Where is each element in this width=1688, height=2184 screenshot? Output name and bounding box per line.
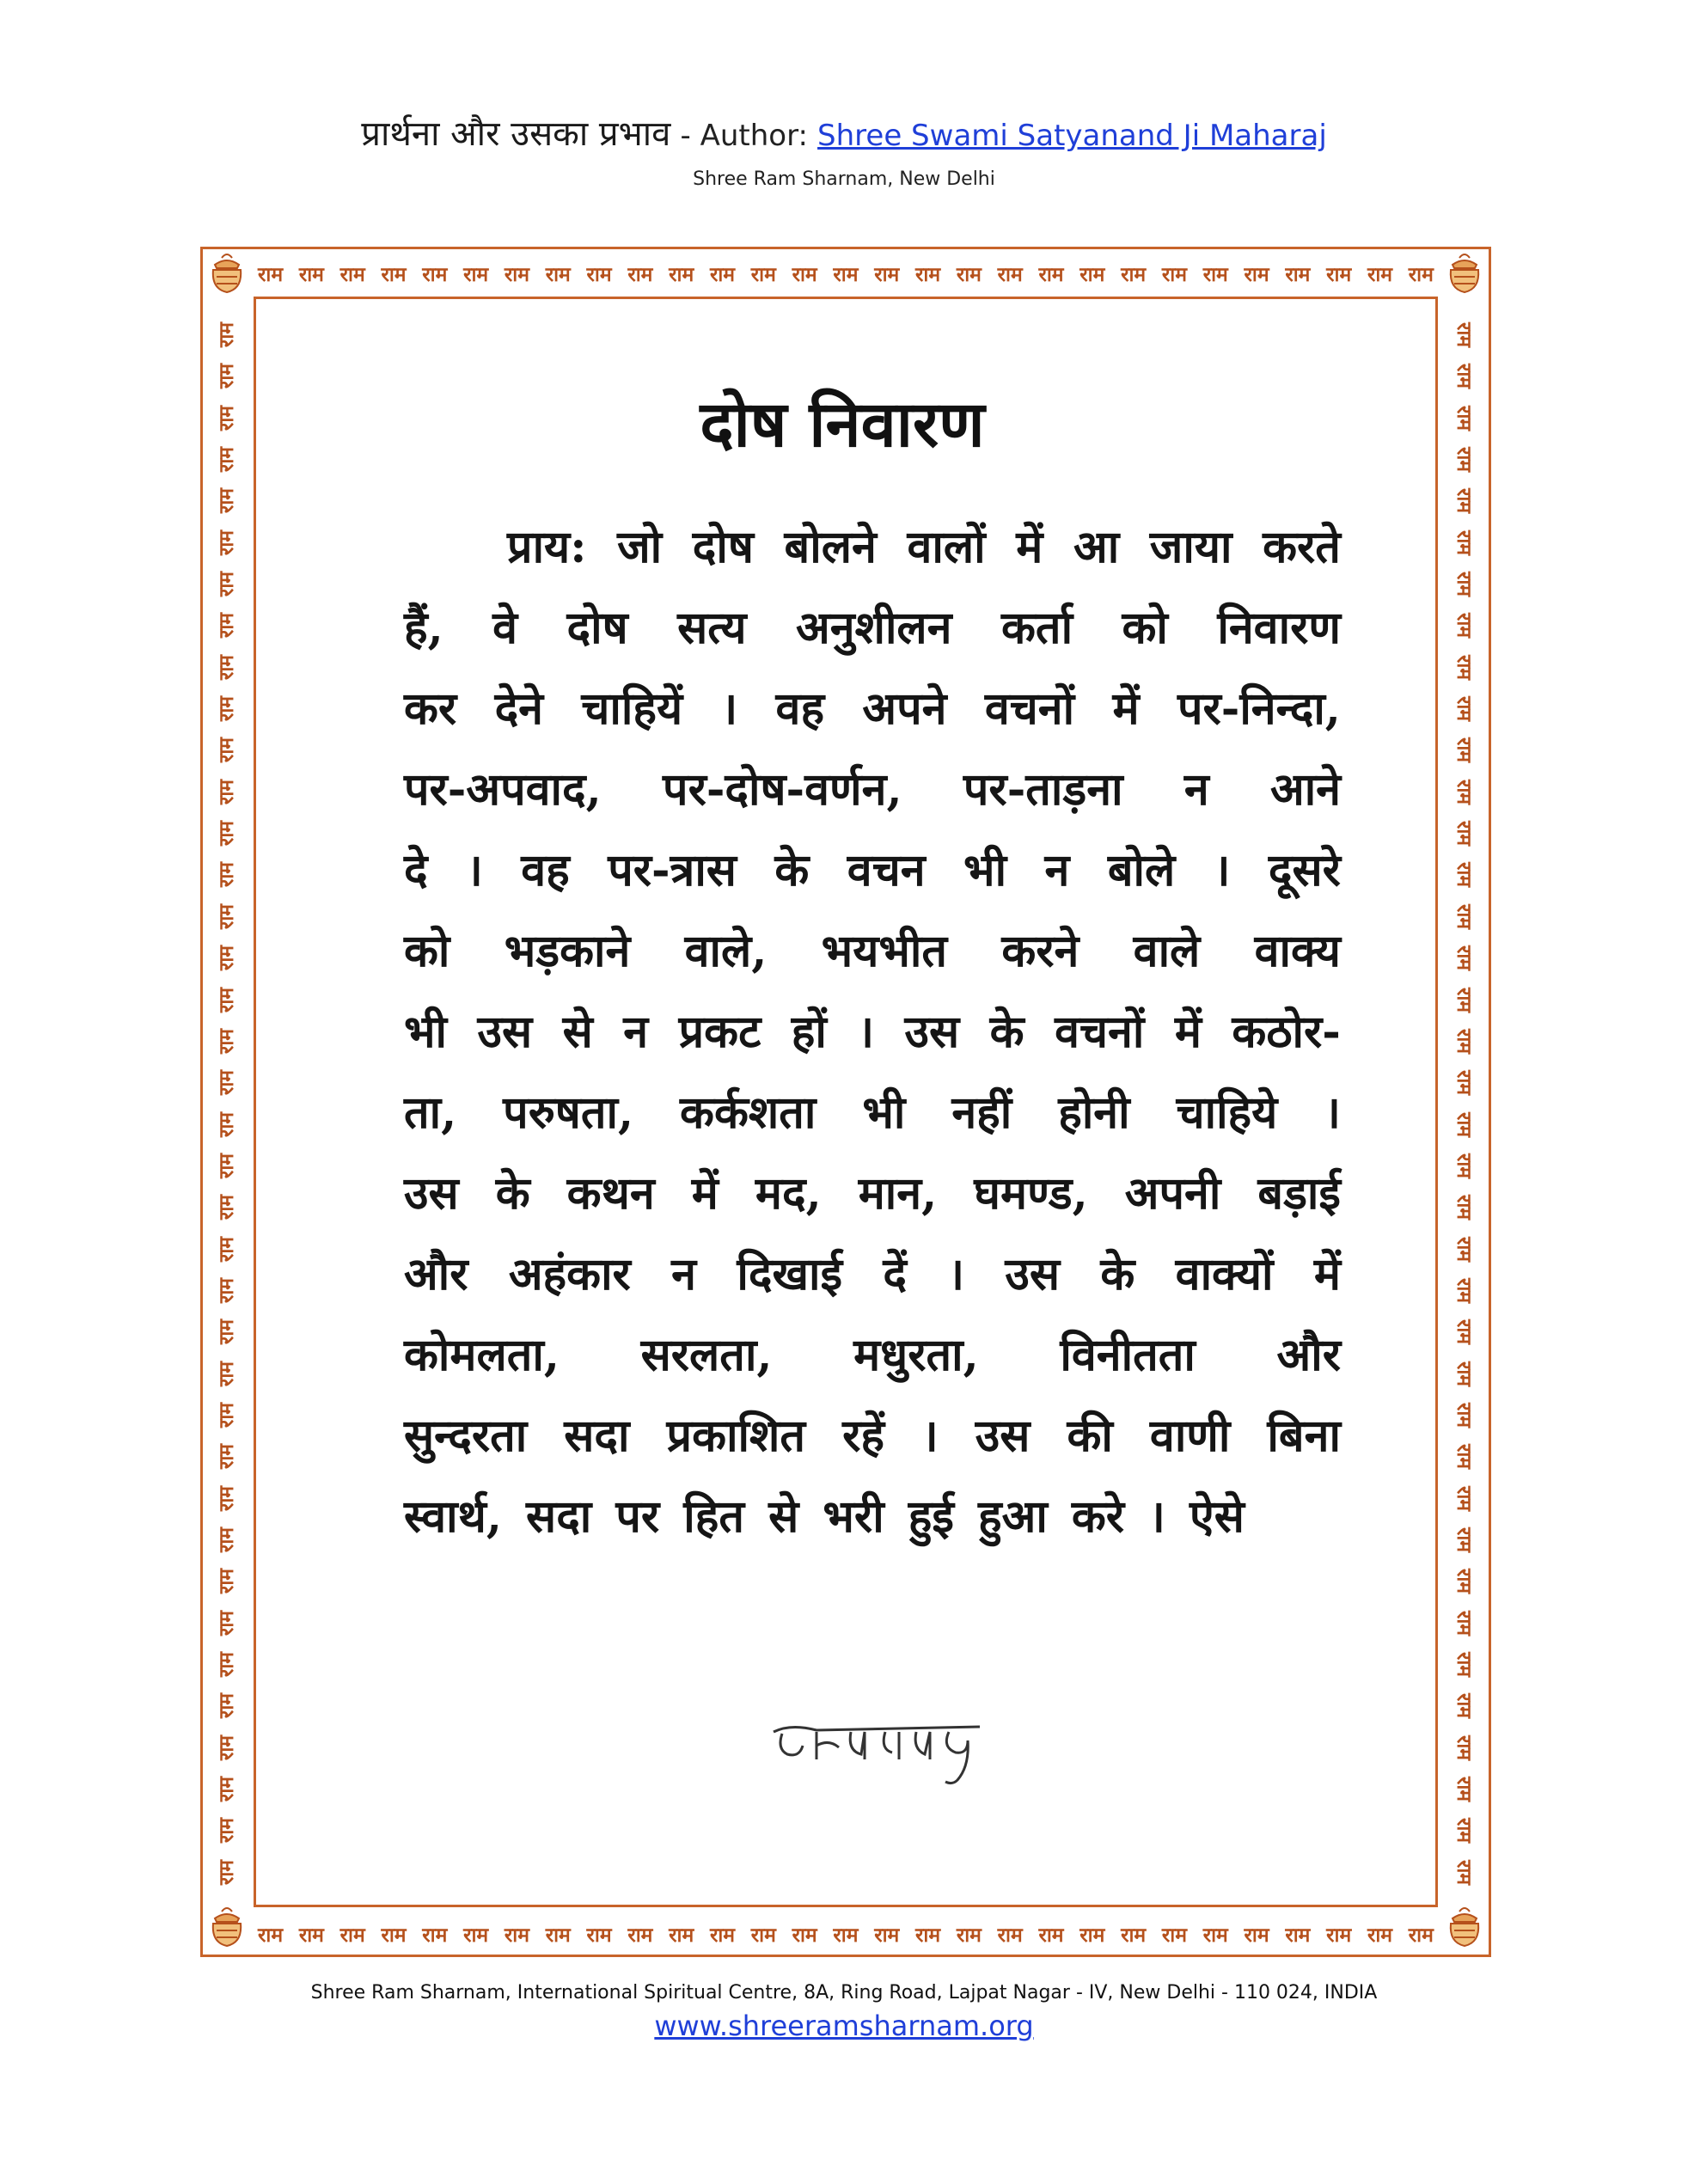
border-ram-word: राम bbox=[298, 1924, 324, 1947]
border-ram-word: राम bbox=[258, 264, 284, 286]
border-ram-word: राम bbox=[504, 264, 529, 286]
border-ram-word: राम bbox=[216, 779, 239, 804]
footer-website-link[interactable]: www.shreeramsharnam.org bbox=[654, 2010, 1034, 2042]
border-ram-word: राम bbox=[504, 1924, 529, 1947]
border-ram-word: राम bbox=[627, 264, 653, 286]
border-ram-word: राम bbox=[1453, 987, 1476, 1012]
border-ram-word: राम bbox=[216, 1028, 239, 1054]
border-ram-word: राम bbox=[1453, 903, 1476, 929]
border-ram-word: राम bbox=[874, 1924, 900, 1947]
border-ram-word: राम bbox=[669, 1924, 694, 1947]
body-line: उस के कथन में मद, मान, घमण्ड, अपनी बड़ाई bbox=[404, 1167, 1341, 1220]
kalash-icon bbox=[1440, 249, 1489, 297]
border-ram-word: राम bbox=[1453, 1028, 1476, 1054]
body-line: स्वार्थ, सदा पर हित से भरी हुई हुआ करे । ऐसे bbox=[404, 1490, 1245, 1543]
border-ram-word: राम bbox=[1453, 1070, 1476, 1096]
body-line: कोमलता, सरलता, मधुरता, विनीतता और bbox=[404, 1329, 1341, 1381]
border-ram-word: राम bbox=[1453, 1651, 1476, 1678]
border-ram-word: राम bbox=[216, 1734, 239, 1760]
author-label: - Author: bbox=[680, 119, 808, 153]
border-ram-word: राम bbox=[1453, 1153, 1476, 1178]
border-ram-word: राम bbox=[216, 1070, 239, 1096]
border-ram-word: राम bbox=[216, 1526, 239, 1553]
border-ram-word: राम bbox=[1079, 264, 1105, 286]
border-ram-word: राम bbox=[1453, 1277, 1476, 1303]
border-ram-word: राम bbox=[1453, 1610, 1476, 1636]
border-ram-word: राम bbox=[1453, 1361, 1476, 1386]
border-ram-word: राम bbox=[1161, 1924, 1187, 1947]
border-ram-word: राम bbox=[1453, 529, 1476, 555]
border-ram-word: राम bbox=[1326, 264, 1352, 286]
border-ram-word: राम bbox=[216, 488, 239, 514]
border-ram-word: राम bbox=[216, 1361, 239, 1386]
border-ram-word: राम bbox=[216, 987, 239, 1012]
border-ram-word: राम bbox=[1453, 821, 1476, 847]
border-ram-word: राम bbox=[1453, 405, 1476, 431]
border-ram-word: राम bbox=[1453, 1734, 1476, 1760]
header-subtitle: Shree Ram Sharnam, New Delhi bbox=[693, 168, 995, 190]
border-ram-word: राम bbox=[1244, 264, 1269, 286]
border-ram-word: राम bbox=[1285, 264, 1311, 286]
border-ram-word: राम bbox=[339, 1924, 365, 1947]
border-ram-word: राम bbox=[586, 1924, 612, 1947]
border-ram-word: राम bbox=[1453, 1111, 1476, 1137]
border-ram-word: राम bbox=[1453, 488, 1476, 514]
kalash-icon bbox=[203, 1903, 251, 1951]
border-ram-word: राम bbox=[1453, 1485, 1476, 1511]
border-ram-word: राम bbox=[298, 264, 324, 286]
body-line: को भड़काने वाले, भयभीत करने वाले वाक्य bbox=[404, 925, 1341, 977]
border-ram-word: राम bbox=[709, 264, 736, 286]
border-ram-word: राम bbox=[1038, 1924, 1064, 1947]
border-ram-word: राम bbox=[1408, 1924, 1434, 1947]
border-ram-word: राम bbox=[216, 1610, 239, 1636]
section-title: दोष निवारण bbox=[700, 388, 985, 462]
border-ram-word: राम bbox=[545, 1924, 571, 1947]
border-ram-word: राम bbox=[216, 1236, 239, 1262]
border-ram-word: राम bbox=[216, 903, 239, 929]
border-ram-word: राम bbox=[1326, 1924, 1352, 1947]
border-ram-word: राम bbox=[1453, 1402, 1476, 1428]
border-ram-word: राम bbox=[216, 1195, 239, 1220]
border-ram-word: राम bbox=[216, 737, 239, 763]
book-title: प्रार्थना और उसका प्रभाव bbox=[361, 114, 671, 154]
border-ram-word: राम bbox=[915, 1924, 941, 1947]
border-ram-word: राम bbox=[750, 264, 776, 286]
border-ram-word: राम bbox=[463, 264, 489, 286]
border-ram-word: राम bbox=[586, 264, 612, 286]
signature bbox=[765, 1698, 988, 1792]
border-ram-word: राम bbox=[997, 264, 1023, 286]
border-ram-word: राम bbox=[1079, 1924, 1105, 1947]
border-ram-word: राम bbox=[216, 572, 239, 597]
border-ram-word: राम bbox=[1453, 364, 1476, 389]
border-ram-word: राम bbox=[1453, 1236, 1476, 1262]
border-ram-word: राम bbox=[216, 613, 239, 639]
border-ram-word: राम bbox=[216, 1402, 239, 1428]
border-ram-word: राम bbox=[463, 1924, 489, 1947]
border-ram-word: राम bbox=[833, 264, 859, 286]
border-ram-word: राम bbox=[833, 1924, 859, 1947]
border-ram-word: राम bbox=[216, 1776, 239, 1802]
kalash-icon bbox=[203, 249, 251, 297]
header-title-line bbox=[0, 110, 1688, 160]
page-header bbox=[0, 110, 1688, 190]
border-ram-word: राम bbox=[709, 1924, 736, 1947]
border-ram-word: राम bbox=[216, 945, 239, 971]
body-line: हैं, वे दोष सत्य अनुशीलन कर्ता को निवारण bbox=[404, 602, 1341, 654]
border-ram-word: राम bbox=[792, 264, 817, 286]
border-ram-word: राम bbox=[1453, 1818, 1476, 1844]
body-line: और अहंकार न दिखाई दें । उस के वाक्यों में bbox=[404, 1248, 1341, 1300]
border-ram-word: राम bbox=[1121, 264, 1147, 286]
border-ram-word: राम bbox=[1453, 945, 1476, 971]
border-ram-word: राम bbox=[1453, 1569, 1476, 1594]
border-ram-word: राम bbox=[381, 1924, 407, 1947]
border-ram-word: राम bbox=[1453, 572, 1476, 597]
border-ram-word: राम bbox=[627, 1924, 653, 1947]
border-ram-word: राम bbox=[1244, 1924, 1269, 1947]
border-ram-word: राम bbox=[1453, 1319, 1476, 1345]
border-ram-word: राम bbox=[216, 446, 239, 473]
border-ram-word: राम bbox=[915, 264, 941, 286]
border-ram-word: राम bbox=[956, 1924, 982, 1947]
border-ram-word: राम bbox=[1453, 737, 1476, 763]
border-ram-word: राम bbox=[339, 264, 365, 286]
border-ram-word: राम bbox=[1121, 1924, 1147, 1947]
border-ram-word: राम bbox=[216, 529, 239, 555]
body-line: भी उस से न प्रकट हों । उस के वचनों में कठोर- bbox=[404, 1006, 1341, 1058]
author-link[interactable]: Shree Swami Satyanand Ji Maharaj bbox=[817, 119, 1327, 153]
border-ram-word: राम bbox=[874, 264, 900, 286]
border-ram-word: राम bbox=[216, 405, 239, 431]
border-ram-word: राम bbox=[1453, 446, 1476, 473]
border-ram-word: राम bbox=[1453, 696, 1476, 722]
body-line: प्राय: जो दोष बोलने वालों में आ जाया करते bbox=[507, 521, 1341, 573]
border-ram-word: राम bbox=[1453, 779, 1476, 804]
border-ram-word: राम bbox=[216, 1277, 239, 1303]
border-ram-word: राम bbox=[216, 364, 239, 389]
border-ram-word: राम bbox=[422, 264, 448, 286]
kalash-icon bbox=[1440, 1903, 1489, 1951]
border-ram-word: राम bbox=[216, 1444, 239, 1470]
border-ram-word: राम bbox=[216, 321, 239, 348]
border-ram-word: राम bbox=[216, 1111, 239, 1137]
border-ram-word: राम bbox=[1453, 654, 1476, 680]
border-ram-word: राम bbox=[1453, 1526, 1476, 1553]
border-ram-word: राम bbox=[1161, 264, 1187, 286]
border-ram-word: राम bbox=[216, 1859, 239, 1885]
body-line: दे । वह पर-त्रास के वचन भी न बोले । दूसरे bbox=[404, 844, 1341, 896]
body-line: ता, परुषता, कर्कशता भी नहीं होनी चाहिये । bbox=[404, 1086, 1341, 1139]
border-ram-right bbox=[1442, 321, 1485, 1885]
border-ram-bottom bbox=[258, 1915, 1434, 1953]
border-ram-word: राम bbox=[792, 1924, 817, 1947]
border-ram-word: राम bbox=[1408, 264, 1434, 286]
border-ram-word: राम bbox=[381, 264, 407, 286]
border-ram-word: राम bbox=[1453, 862, 1476, 888]
border-ram-word: राम bbox=[1202, 264, 1228, 286]
border-ram-word: राम bbox=[258, 1924, 284, 1947]
border-ram-word: राम bbox=[216, 1569, 239, 1594]
border-ram-left bbox=[206, 321, 249, 1885]
border-ram-word: राम bbox=[669, 264, 694, 286]
border-ram-word: राम bbox=[1453, 1444, 1476, 1470]
border-ram-word: राम bbox=[750, 1924, 776, 1947]
border-ram-word: राम bbox=[1202, 1924, 1228, 1947]
border-ram-word: राम bbox=[216, 696, 239, 722]
border-ram-word: राम bbox=[1285, 1924, 1311, 1947]
border-ram-word: राम bbox=[216, 1651, 239, 1678]
border-ram-word: राम bbox=[1453, 321, 1476, 348]
border-ram-word: राम bbox=[216, 654, 239, 680]
border-ram-top bbox=[258, 254, 1434, 292]
border-ram-word: राम bbox=[545, 264, 571, 286]
border-ram-word: राम bbox=[216, 1693, 239, 1719]
border-ram-word: राम bbox=[1453, 1776, 1476, 1802]
border-ram-word: राम bbox=[216, 1485, 239, 1511]
body-line: सुन्दरता सदा प्रकाशित रहें । उस की वाणी बिना bbox=[404, 1410, 1341, 1462]
border-ram-word: राम bbox=[1453, 613, 1476, 639]
footer-address: Shree Ram Sharnam, International Spiritual Centre, 8A, Ring Road, Lajpat Nagar - IV, New Delhi - 110 024, INDIA bbox=[310, 1982, 1378, 2004]
border-ram-word: राम bbox=[1453, 1859, 1476, 1885]
border-ram-word: राम bbox=[422, 1924, 448, 1947]
border-ram-word: राम bbox=[1453, 1195, 1476, 1220]
border-ram-word: राम bbox=[1367, 1924, 1393, 1947]
border-ram-word: राम bbox=[216, 1818, 239, 1844]
body-line: पर-अपवाद, पर-दोष-वर्णन, पर-ताड़ना न आने bbox=[404, 763, 1341, 816]
border-ram-word: राम bbox=[956, 264, 982, 286]
border-ram-word: राम bbox=[216, 821, 239, 847]
border-ram-word: राम bbox=[216, 862, 239, 888]
border-ram-word: राम bbox=[216, 1153, 239, 1178]
border-ram-word: राम bbox=[1453, 1693, 1476, 1719]
border-ram-word: राम bbox=[216, 1319, 239, 1345]
body-text bbox=[404, 507, 1341, 1557]
border-ram-word: राम bbox=[1038, 264, 1064, 286]
border-ram-word: राम bbox=[997, 1924, 1023, 1947]
body-line: कर देने चाहियें । वह अपने वचनों में पर-निन्दा, bbox=[404, 682, 1341, 735]
border-ram-word: राम bbox=[1367, 264, 1393, 286]
